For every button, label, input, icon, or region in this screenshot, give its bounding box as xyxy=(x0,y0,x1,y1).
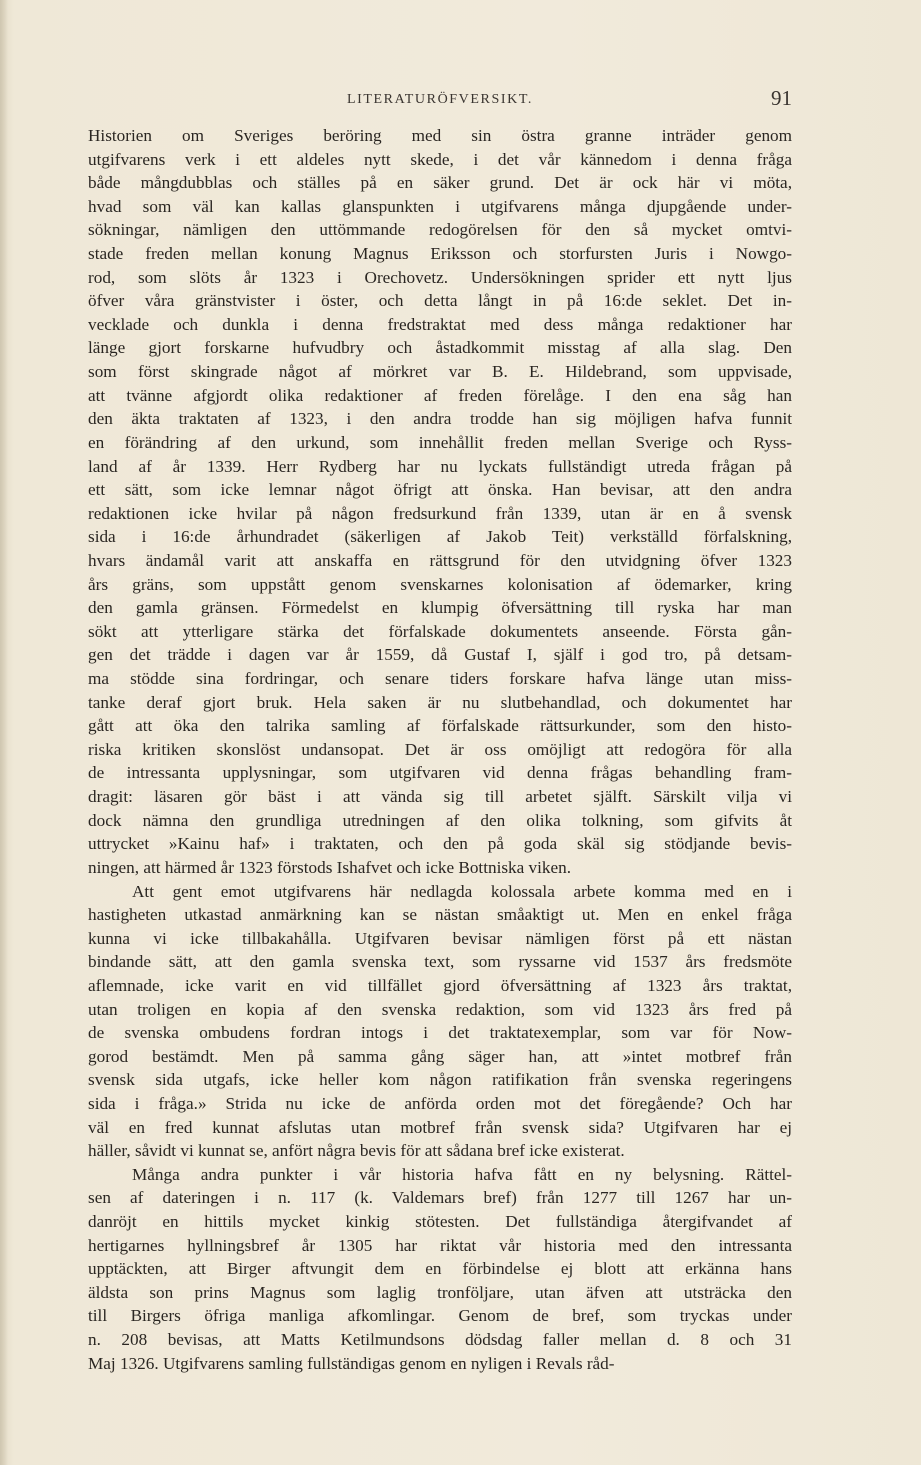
text-line: redaktionen icke hvilar på någon fredsurkund från 1339, utan är en å svensk xyxy=(88,503,792,523)
text-line: vecklade och dunkla i denna fredstraktat med dess många redaktioner har xyxy=(88,314,792,334)
text-line: års gräns, som uppstått genom svenskarnes kolonisation af ödemarker, kring xyxy=(88,574,792,594)
text-line: öfver våra gränstvister i öster, och detta långt in på 16:de seklet. Det in- xyxy=(88,291,792,311)
text-line: rod, som slöts år 1323 i Orechovetz. Undersökningen sprider ett nytt ljus xyxy=(88,267,792,287)
text-line: ningen, att härmed år 1323 förstods Ishafvet och icke Bottniska viken. xyxy=(88,857,572,877)
text-line: ett sätt, som icke lemnar något öfrigt att önska. Han bevisar, att den andra xyxy=(88,480,792,500)
text-line: Historien om Sveriges beröring med sin östra granne inträder genom xyxy=(88,126,792,145)
text-line: gått att öka den talrika samling af förfalskade rättsurkunder, som den histo- xyxy=(88,716,792,736)
text-line: väl en fred kunnat afslutas utan motbref från svensk sida? Utgifvaren har ej xyxy=(88,1117,792,1137)
text-line: hvad som väl kan kallas glanspunkten i utgifvarens många djupgående under- xyxy=(88,196,792,216)
paragraph xyxy=(88,124,792,880)
text-line: stade freden mellan konung Magnus Eriksson och storfursten Juris i Nowgo- xyxy=(88,244,792,264)
text-line: utgifvarens verk i ett aldeles nytt skede, i det vår kännedom i denna fråga xyxy=(88,149,792,169)
text-line: bindande sätt, att den gamla svenska text, som ryssarne vid 1537 års fredsmöte xyxy=(88,952,792,972)
text-line: sökt att ytterligare stärka det förfalskade dokumentets anseende. Första gån- xyxy=(88,621,792,641)
text-line: att tvänne afgjordt olika redaktioner af freden förelåge. I den ena såg han xyxy=(88,385,792,405)
page-number: 91 xyxy=(771,86,792,110)
text-line: hertigarnes hyllningsbref år 1305 har riktat vår historia med den intressanta xyxy=(88,1235,792,1255)
text-line: både mångdubblas och ställes på en säker grund. Det är ock här vi möta, xyxy=(88,173,792,193)
text-line: sen af dateringen i n. 117 (k. Valdemars bref) från 1277 till 1267 har un- xyxy=(88,1188,792,1208)
text-line: sida i fråga.» Strida nu icke de anförda orden mot det föregående? Och har xyxy=(88,1093,792,1113)
text-line: danröjt en hittils mycket kinkig stötesten. Det fullständiga återgifvandet af xyxy=(88,1212,792,1232)
text-line: ma stödde sina fordringar, och senare tiders forskare hafva länge utan miss- xyxy=(88,669,792,689)
text-line: svensk sida utgafs, icke heller kom någon ratifikation från svenska regeringens xyxy=(88,1070,792,1090)
text-line: uttrycket »Kainu haf» i traktaten, och den på goda skäl sig stödjande bevis- xyxy=(88,834,792,854)
text-line: sökningar, nämligen den uttömmande redogörelsen för den så mycket omtvi- xyxy=(88,220,792,240)
text-line: Att gent emot utgifvarens här nedlagda kolossala arbete komma med en i xyxy=(132,881,792,901)
running-title: LITERATURÖFVERSIKT. xyxy=(346,92,534,107)
text-line: den äkta traktaten af 1323, i den andra trodde han sig möjligen hafva funnit xyxy=(88,409,792,429)
text-line: dragit: läsaren gör bäst i att vända sig till arbetet själft. Särskilt vilja vi xyxy=(88,787,792,807)
text-line: dock nämna den grundliga utredningen af den olika tolkning, som gifvits åt xyxy=(88,810,792,830)
text-line: de svenska ombudens fordran intogs i det traktatexemplar, som var för Now- xyxy=(88,1023,792,1043)
text-line: aflemnade, icke varit en vid tillfället gjord öfversättning af 1323 års traktat, xyxy=(88,975,792,995)
text-line: som först skingrade något af mörkret var B. E. Hildebrand, som uppvisade, xyxy=(88,362,792,382)
page-edge-shadow xyxy=(0,0,8,1465)
text-line: riska kritiken skonslöst undansopat. Det är oss omöjligt att redogöra för alla xyxy=(88,739,792,759)
text-line: sida i 16:de århundradet (säkerligen af Jakob Teit) verkställd förfalskning, xyxy=(88,527,792,547)
text-line: upptäckten, att Birger aftvungit dem en förbindelse ej blott att erkänna hans xyxy=(88,1259,792,1279)
text-line: till Birgers öfriga manliga afkomlingar. Genom de bref, som tryckas under xyxy=(88,1306,792,1326)
text-line: hvars ändamål varit att anskaffa en rättsgrund för den utvidgning öfver 1323 xyxy=(88,550,792,570)
text-line: hastigheten utkastad anmärkning kan se nästan småaktigt ut. Men en enkel fråga xyxy=(88,905,792,925)
text-line: utan troligen en kopia af den svenska redaktion, som vid 1323 års fred på xyxy=(88,999,792,1019)
text-line: den gamla gränsen. Förmedelst en klumpig öfversättning till ryska har man xyxy=(88,598,792,618)
text-line: tanke deraf gjort bruk. Hela saken är nu slutbehandlad, och dokumentet har xyxy=(88,692,792,712)
text-line: äldsta son prins Magnus som laglig tronföljare, utan äfven att utsträcka den xyxy=(88,1282,792,1302)
paragraph xyxy=(88,880,792,1163)
text-line: land af år 1339. Herr Rydberg har nu lyckats fullständigt utreda frågan på xyxy=(88,456,792,476)
text-line: de intressanta upplysningar, som utgifvaren vid denna frågas behandling fram- xyxy=(88,763,792,783)
text-line: länge gjort forskarne hufvudbry och åstadkommit misstag af alla slag. Den xyxy=(88,338,792,358)
text-line: häller, såvidt vi kunnat se, anfört några bevis för att sådana bref icke existerat. xyxy=(88,1141,625,1161)
text-line: Många andra punkter i vår historia hafva fått en ny belysning. Rättel- xyxy=(132,1164,792,1184)
page-header xyxy=(88,86,792,112)
text-line: Maj 1326. Utgifvarens samling fullständigas genom en nyligen i Revals råd- xyxy=(88,1353,615,1373)
paragraph xyxy=(88,1163,792,1375)
text-line: n. 208 bevisas, att Matts Ketilmundsons dödsdag faller mellan d. 8 och 31 xyxy=(88,1330,792,1350)
body-text xyxy=(88,124,792,1375)
text-line: gorod bestämdt. Men på samma gång säger han, att »intet motbref från xyxy=(88,1046,792,1066)
text-line: kunna vi icke tillbakahålla. Utgifvaren bevisar nämligen först på ett nästan xyxy=(88,928,792,948)
text-line: gen det trädde i dagen var år 1559, då Gustaf I, själf i god tro, på detsam- xyxy=(88,645,792,665)
text-line: en förändring af den urkund, som innehållit freden mellan Sverige och Ryss- xyxy=(88,432,792,452)
